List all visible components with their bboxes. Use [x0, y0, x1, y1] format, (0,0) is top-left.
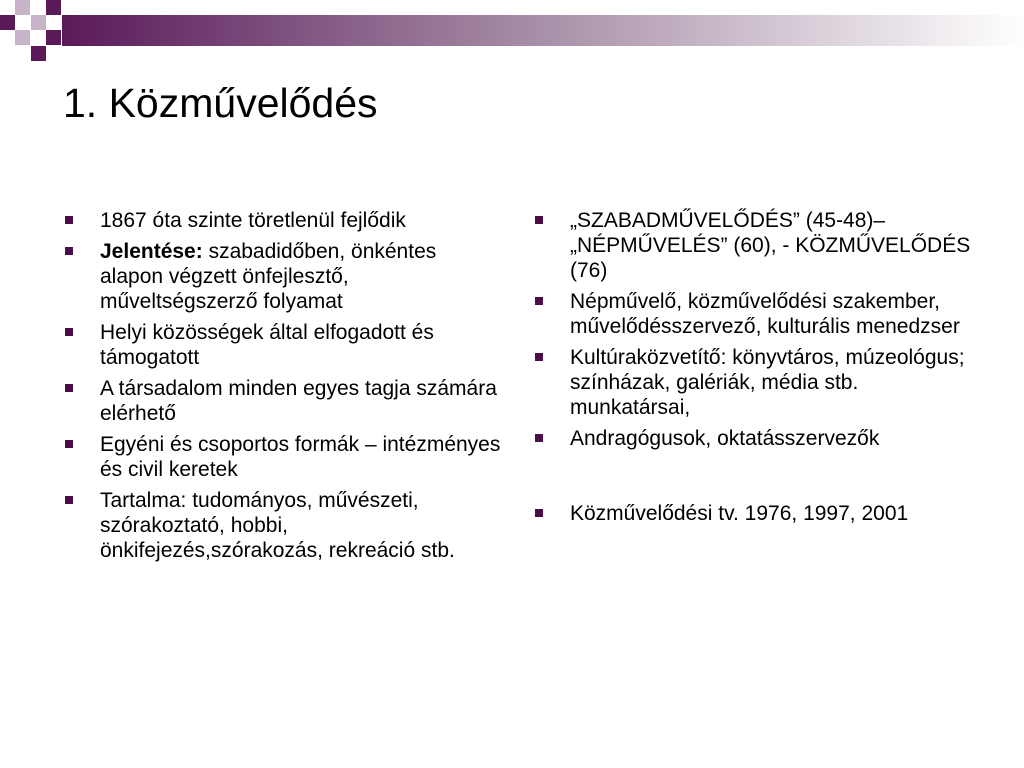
square-bullet-icon [65, 496, 73, 504]
list-item [63, 432, 503, 482]
square-bullet-icon [65, 216, 73, 224]
list-item [63, 488, 503, 563]
square-bullet-icon [65, 247, 73, 255]
deco-square-3 [15, 30, 30, 45]
list-item [533, 426, 973, 451]
bullet-text: szabadidőben, önkéntes alapon végzett önfejlesztő, műveltségszerző folyamat [100, 240, 437, 313]
bullet-text: Kultúraközvetítő: könyvtáros, múzeológus; színházak, galériák, média stb. munkatársai, [570, 346, 965, 419]
right-bullet-list [533, 208, 973, 532]
deco-square-5 [31, 46, 46, 61]
deco-square-2 [15, 0, 30, 15]
bullet-text: Egyéni és csoportos formák – intézményes és civil keretek [100, 433, 501, 481]
deco-square-4 [31, 15, 46, 30]
slide-title: 1. Közművelődés [63, 80, 378, 126]
square-bullet-icon [535, 509, 543, 517]
header-decoration [0, 0, 1024, 62]
bullet-text: Andragógusok, oktatásszervezők [570, 427, 880, 450]
bullet-text: 1867 óta szinte töretlenül fejlődik [100, 209, 406, 232]
list-item [533, 289, 973, 339]
list-item [63, 208, 503, 233]
bullet-text: „SZABADMŰVELŐDÉS” (45-48)– „NÉPMŰVELÉS” (60), - KÖZMŰVELŐDÉS (76) [570, 209, 971, 282]
bullet-text: Közművelődési tv. 1976, 1997, 2001 [570, 502, 909, 525]
deco-square-7 [46, 30, 61, 45]
deco-square-6 [46, 0, 61, 15]
square-bullet-icon [535, 353, 543, 361]
square-bullet-icon [65, 328, 73, 336]
bullet-text: Tartalma: tudományos, művészeti, szórakoztató, hobbi, önkifejezés,szórakozás, rekreáció stb. [100, 489, 455, 562]
left-bullet-list [63, 208, 503, 569]
bullet-text: A társadalom minden egyes tagja számára elérhető [100, 377, 497, 425]
bullet-bold-term: Jelentése: [100, 240, 203, 263]
list-item [63, 320, 503, 370]
list-item [533, 501, 973, 526]
list-item [533, 345, 973, 420]
bullet-text: Népművelő, közművelődési szakember, művelődésszervező, kulturális menedzser [570, 290, 960, 338]
deco-square-1 [0, 15, 15, 30]
list-item [63, 239, 503, 314]
square-bullet-icon [65, 440, 73, 448]
square-bullet-icon [65, 384, 73, 392]
square-bullet-icon [535, 216, 543, 224]
square-bullet-icon [535, 434, 543, 442]
bullet-text: Helyi közösségek által elfogadott és támogatott [100, 321, 434, 369]
list-item [63, 376, 503, 426]
header-gradient-bar [62, 15, 1024, 46]
square-bullet-icon [535, 297, 543, 305]
list-item [533, 208, 973, 283]
